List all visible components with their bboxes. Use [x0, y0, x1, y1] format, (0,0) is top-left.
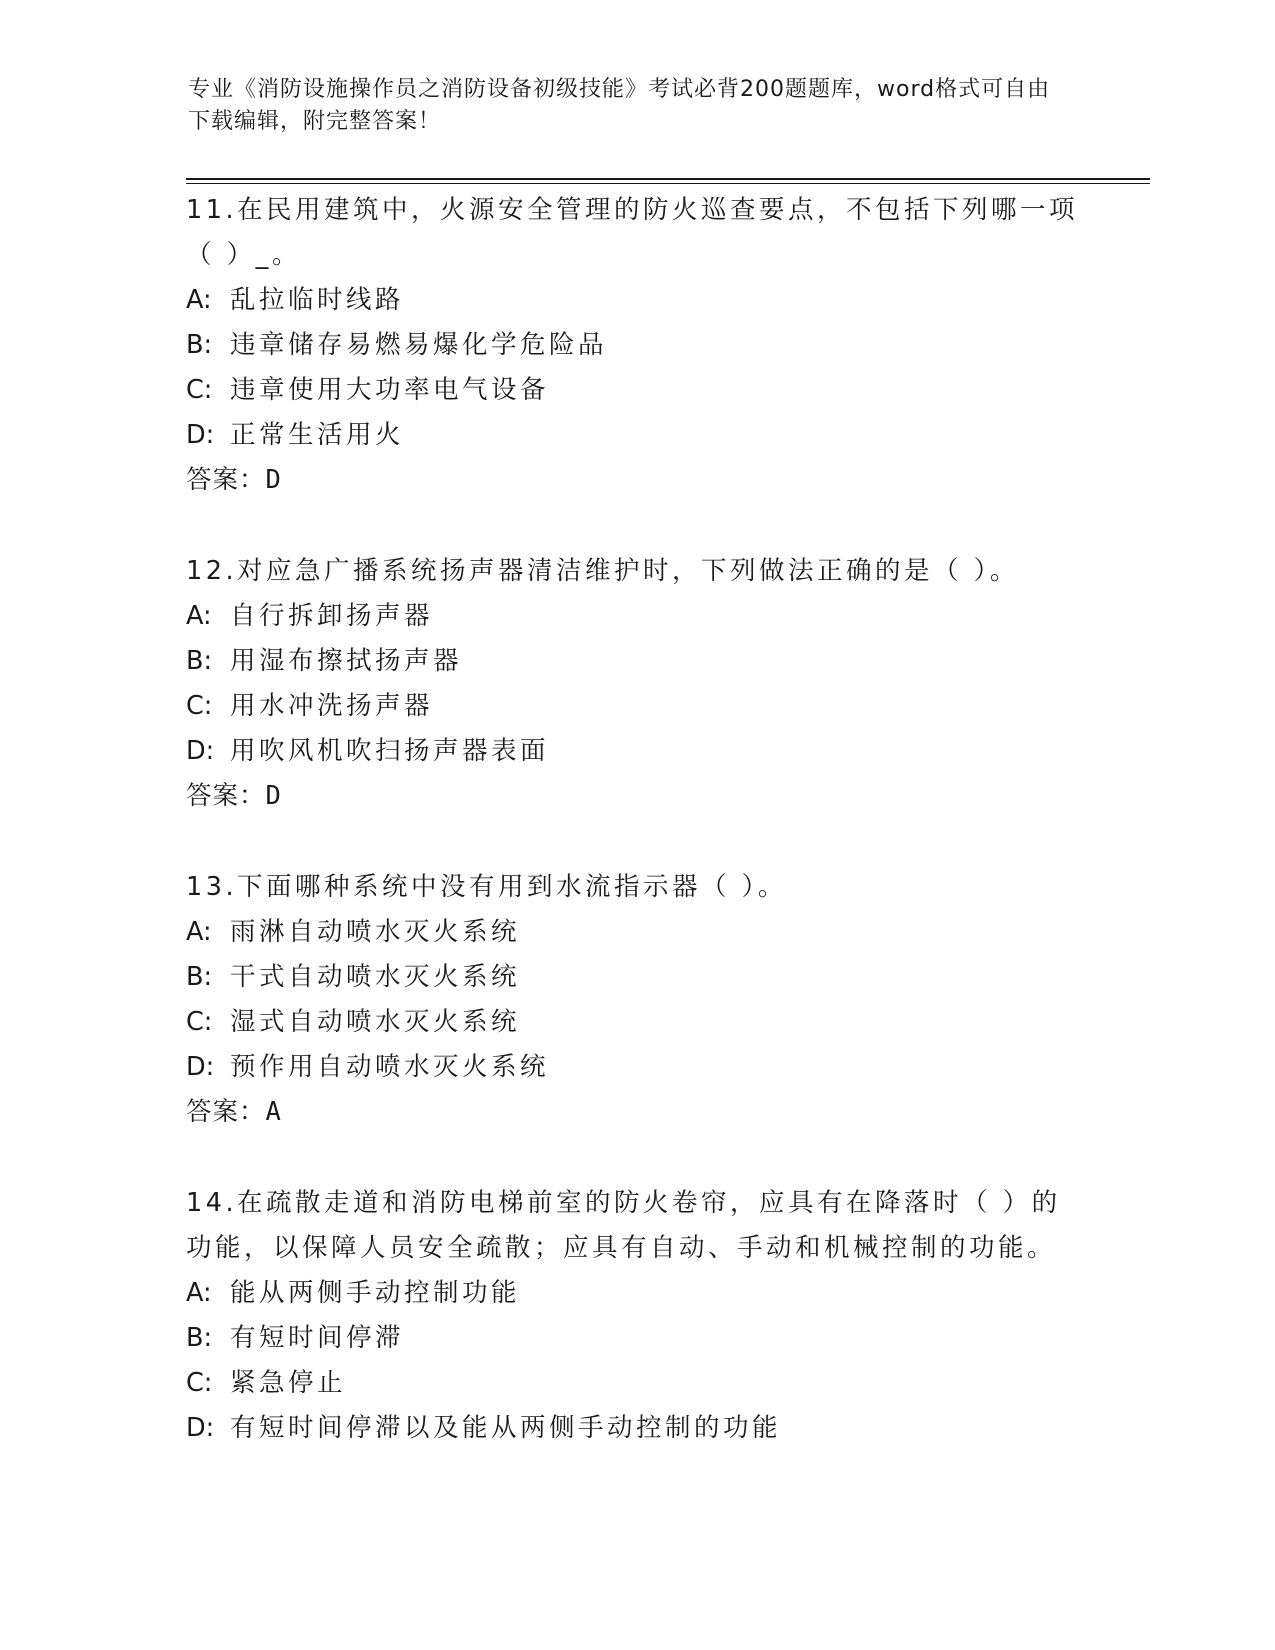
- option-letter: C:: [186, 1368, 213, 1398]
- question-12: [186, 549, 1086, 819]
- option-text: 违章使用大功率电气设备: [230, 375, 550, 405]
- option-letter: C:: [186, 691, 213, 721]
- option-text: 乱拉临时线路: [230, 285, 405, 315]
- option-a: [186, 910, 1086, 955]
- option-text: 违章储存易燃易爆化学危险品: [230, 330, 608, 360]
- answer-line: [186, 458, 1086, 503]
- option-text: 预作用自动喷水灭火系统: [230, 1052, 550, 1082]
- question-stem: 14.在疏散走道和消防电梯前室的防火卷帘，应具有在降落时（ ）的功能，以保障人员安全疏散；应具有自动、手动和机械控制的功能。: [186, 1188, 1061, 1263]
- question-11: [186, 188, 1086, 503]
- option-letter: B:: [186, 1323, 213, 1353]
- option-b: [186, 323, 1086, 368]
- header-divider-thick: [186, 178, 1150, 180]
- option-c: [186, 1000, 1086, 1045]
- option-text: 用水冲洗扬声器: [230, 691, 434, 721]
- option-b: [186, 955, 1086, 1000]
- option-a: [186, 278, 1086, 323]
- option-text: 紧急停止: [230, 1368, 347, 1398]
- option-b: [186, 1316, 1086, 1361]
- option-letter: B:: [186, 330, 213, 360]
- question-stem: 13.下面哪种系统中没有用到水流指示器（ ）。: [186, 872, 787, 902]
- answer-label: 答案：: [186, 781, 266, 811]
- option-text: 湿式自动喷水灭火系统: [230, 1007, 521, 1037]
- option-letter: C:: [186, 1007, 213, 1037]
- option-letter: A:: [186, 601, 212, 631]
- question-list: [186, 188, 1086, 1497]
- answer-value: D: [265, 465, 282, 495]
- option-text: 能从两侧手动控制功能: [230, 1278, 521, 1308]
- question-13: [186, 865, 1086, 1135]
- option-letter: D:: [186, 1413, 215, 1443]
- option-text: 雨淋自动喷水灭火系统: [230, 917, 521, 947]
- question-stem: 11.在民用建筑中，火源安全管理的防火巡查要点，不包括下列哪一项（ ）_。: [186, 195, 1079, 270]
- option-c: [186, 368, 1086, 413]
- answer-label: 答案：: [186, 1097, 266, 1127]
- option-text: 用湿布擦拭扬声器: [230, 646, 463, 676]
- option-letter: B:: [186, 646, 213, 676]
- answer-line: [186, 774, 1086, 819]
- document-header: [188, 74, 1068, 138]
- option-a: [186, 1271, 1086, 1316]
- option-d: [186, 1406, 1086, 1451]
- answer-line: [186, 1090, 1086, 1135]
- option-letter: D:: [186, 420, 215, 450]
- option-text: 正常生活用火: [230, 420, 405, 450]
- option-a: [186, 594, 1086, 639]
- answer-value: A: [265, 1097, 282, 1127]
- option-letter: D:: [186, 736, 215, 766]
- question-14: [186, 1181, 1086, 1451]
- option-text: 有短时间停滞: [230, 1323, 405, 1353]
- option-d: [186, 413, 1086, 458]
- header-title: 专业《消防设施操作员之消防设备初级技能》考试必背200题题库，word格式可自由下载编辑，附完整答案！: [188, 77, 1051, 134]
- option-d: [186, 1045, 1086, 1090]
- option-letter: A:: [186, 285, 212, 315]
- question-stem: 12.对应急广播系统扬声器清洁维护时，下列做法正确的是（ ）。: [186, 556, 1019, 586]
- option-text: 有短时间停滞以及能从两侧手动控制的功能: [230, 1413, 782, 1443]
- option-d: [186, 729, 1086, 774]
- option-c: [186, 1361, 1086, 1406]
- option-text: 干式自动喷水灭火系统: [230, 962, 521, 992]
- option-c: [186, 684, 1086, 729]
- option-letter: A:: [186, 1278, 212, 1308]
- option-letter: A:: [186, 917, 212, 947]
- option-letter: D:: [186, 1052, 215, 1082]
- option-letter: B:: [186, 962, 213, 992]
- answer-value: D: [265, 781, 282, 811]
- option-text: 用吹风机吹扫扬声器表面: [230, 736, 550, 766]
- header-divider-thin: [186, 183, 1150, 184]
- option-text: 自行拆卸扬声器: [230, 601, 434, 631]
- option-letter: C:: [186, 375, 213, 405]
- option-b: [186, 639, 1086, 684]
- answer-label: 答案：: [186, 465, 266, 495]
